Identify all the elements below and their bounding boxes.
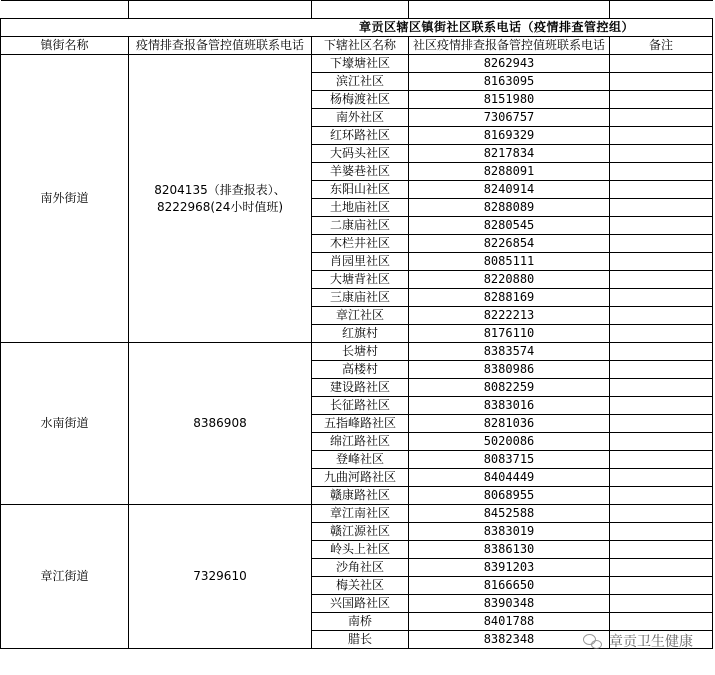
- page-title[interactable]: 章贡区辖区镇街社区联系电话（疫情排查管控组）: [1, 19, 713, 37]
- community-name-cell[interactable]: 赣康路社区: [312, 487, 409, 505]
- town-phone-line: 8222968(24小时值班): [156, 199, 284, 214]
- community-name-cell[interactable]: 高楼村: [312, 361, 409, 379]
- community-phone-cell[interactable]: 8383574: [409, 343, 610, 361]
- community-phone-cell[interactable]: 8281036: [409, 415, 610, 433]
- header-town[interactable]: 镇街名称: [1, 37, 129, 55]
- remark-cell[interactable]: [610, 199, 713, 217]
- community-phone-cell[interactable]: 8380986: [409, 361, 610, 379]
- community-phone-cell[interactable]: 8382348: [409, 631, 610, 649]
- remark-cell[interactable]: [610, 55, 713, 73]
- town-name-cell[interactable]: 南外街道: [1, 55, 129, 343]
- remark-cell[interactable]: [610, 361, 713, 379]
- community-phone-cell[interactable]: 8082259: [409, 379, 610, 397]
- remark-cell[interactable]: [610, 127, 713, 145]
- community-phone-cell[interactable]: 8262943: [409, 55, 610, 73]
- community-name-cell[interactable]: 绵江路社区: [312, 433, 409, 451]
- remark-cell[interactable]: [610, 415, 713, 433]
- remark-cell[interactable]: [610, 523, 713, 541]
- community-name-cell[interactable]: 沙角社区: [312, 559, 409, 577]
- town-phone-cell[interactable]: [129, 505, 312, 649]
- community-name-cell[interactable]: 章江南社区: [312, 505, 409, 523]
- remark-cell[interactable]: [610, 505, 713, 523]
- community-name-cell[interactable]: 红旗村: [312, 325, 409, 343]
- community-phone-cell[interactable]: 8217834: [409, 145, 610, 163]
- community-name-cell[interactable]: 杨梅渡社区: [312, 91, 409, 109]
- community-name-cell[interactable]: 长征路社区: [312, 397, 409, 415]
- community-phone-cell[interactable]: 5020086: [409, 433, 610, 451]
- remark-cell[interactable]: [610, 595, 713, 613]
- community-name-cell[interactable]: 木栏井社区: [312, 235, 409, 253]
- community-phone-cell[interactable]: 8280545: [409, 217, 610, 235]
- community-name-cell[interactable]: 大码头社区: [312, 145, 409, 163]
- town-phone-cell[interactable]: [129, 343, 312, 505]
- community-name-cell[interactable]: 登峰社区: [312, 451, 409, 469]
- community-name-cell[interactable]: 梅关社区: [312, 577, 409, 595]
- town-name-cell[interactable]: 水南街道: [1, 343, 129, 505]
- community-name-cell[interactable]: 滨江社区: [312, 73, 409, 91]
- town-phone-line: 7329610: [193, 569, 247, 583]
- remark-cell[interactable]: [610, 217, 713, 235]
- community-name-cell[interactable]: 南外社区: [312, 109, 409, 127]
- title-row: [1, 19, 713, 37]
- remark-cell[interactable]: [610, 343, 713, 361]
- community-name-cell[interactable]: 红环路社区: [312, 127, 409, 145]
- top-border-row: [1, 1, 713, 19]
- community-phone-cell[interactable]: 8226854: [409, 235, 610, 253]
- remark-cell[interactable]: [610, 325, 713, 343]
- town-name-cell[interactable]: 章江街道: [1, 505, 129, 649]
- community-name-cell[interactable]: 兴国路社区: [312, 595, 409, 613]
- wechat-icon: [583, 633, 603, 649]
- community-phone-cell[interactable]: 8176110: [409, 325, 610, 343]
- community-phone-cell[interactable]: 8288169: [409, 289, 610, 307]
- remark-cell[interactable]: [610, 109, 713, 127]
- remark-cell[interactable]: [610, 73, 713, 91]
- remark-cell[interactable]: [610, 541, 713, 559]
- table-row: [1, 505, 713, 523]
- remark-cell[interactable]: [610, 253, 713, 271]
- community-name-cell[interactable]: 下壕塘社区: [312, 55, 409, 73]
- community-phone-cell[interactable]: 7306757: [409, 109, 610, 127]
- remark-cell[interactable]: [610, 271, 713, 289]
- community-name-cell[interactable]: 长塘村: [312, 343, 409, 361]
- remark-cell[interactable]: [610, 307, 713, 325]
- remark-cell[interactable]: [610, 145, 713, 163]
- watermark: [583, 631, 693, 651]
- community-name-cell[interactable]: 章江社区: [312, 307, 409, 325]
- community-phone-cell[interactable]: 8169329: [409, 127, 610, 145]
- community-phone-cell[interactable]: 8383019: [409, 523, 610, 541]
- community-phone-cell[interactable]: 8452588: [409, 505, 610, 523]
- community-name-cell[interactable]: 腊长: [312, 631, 409, 649]
- town-phone-line: 8386908: [193, 416, 247, 430]
- remark-cell[interactable]: [610, 235, 713, 253]
- community-phone-cell[interactable]: 8390348: [409, 595, 610, 613]
- remark-cell[interactable]: [610, 181, 713, 199]
- header-community[interactable]: 下辖社区名称: [312, 37, 409, 55]
- community-phone-cell[interactable]: 8083715: [409, 451, 610, 469]
- remark-cell[interactable]: [610, 577, 713, 595]
- community-phone-cell[interactable]: 8166650: [409, 577, 610, 595]
- community-phone-cell[interactable]: 8404449: [409, 469, 610, 487]
- header-remark[interactable]: 备注: [610, 37, 713, 55]
- community-name-cell[interactable]: 南桥: [312, 613, 409, 631]
- community-phone-cell[interactable]: 8288089: [409, 199, 610, 217]
- community-name-cell[interactable]: 赣江源社区: [312, 523, 409, 541]
- table-row: [1, 55, 713, 73]
- community-name-cell[interactable]: 肖园里社区: [312, 253, 409, 271]
- community-name-cell[interactable]: 五指峰路社区: [312, 415, 409, 433]
- remark-cell[interactable]: [610, 91, 713, 109]
- community-name-cell[interactable]: 岭头上社区: [312, 541, 409, 559]
- community-name-cell[interactable]: 羊婆巷社区: [312, 163, 409, 181]
- community-phone-cell[interactable]: 8220880: [409, 271, 610, 289]
- community-phone-cell[interactable]: 8240914: [409, 181, 610, 199]
- community-phone-cell[interactable]: 8068955: [409, 487, 610, 505]
- community-phone-cell[interactable]: 8383016: [409, 397, 610, 415]
- remark-cell[interactable]: [610, 469, 713, 487]
- community-name-cell[interactable]: 二康庙社区: [312, 217, 409, 235]
- watermark-text: 章贡卫生健康: [609, 634, 693, 650]
- remark-cell[interactable]: [610, 433, 713, 451]
- remark-cell[interactable]: [610, 163, 713, 181]
- header-row: [1, 37, 713, 55]
- remark-cell[interactable]: [610, 379, 713, 397]
- community-phone-cell[interactable]: 8222213: [409, 307, 610, 325]
- community-phone-cell[interactable]: 8401788: [409, 613, 610, 631]
- town-phone-line: 8204135（排查报表）、: [154, 182, 286, 197]
- town-phone-cell[interactable]: [129, 55, 312, 343]
- community-name-cell[interactable]: 三康庙社区: [312, 289, 409, 307]
- community-phone-cell[interactable]: 8391203: [409, 559, 610, 577]
- header-community-phone[interactable]: 社区疫情排查报备管控值班联系电话: [409, 37, 610, 55]
- community-phone-cell[interactable]: 8386130: [409, 541, 610, 559]
- community-phone-cell[interactable]: 8288091: [409, 163, 610, 181]
- community-name-cell[interactable]: 建设路社区: [312, 379, 409, 397]
- community-phone-cell[interactable]: 8085111: [409, 253, 610, 271]
- remark-cell[interactable]: [610, 397, 713, 415]
- community-phone-cell[interactable]: 8163095: [409, 73, 610, 91]
- community-name-cell[interactable]: 大塘背社区: [312, 271, 409, 289]
- remark-cell[interactable]: [610, 613, 713, 631]
- remark-cell[interactable]: [610, 559, 713, 577]
- header-town-phone[interactable]: 疫情排查报备管控值班联系电话: [129, 37, 312, 55]
- community-phone-cell[interactable]: 8151980: [409, 91, 610, 109]
- remark-cell[interactable]: [610, 487, 713, 505]
- table-row: [1, 343, 713, 361]
- community-name-cell[interactable]: 九曲河路社区: [312, 469, 409, 487]
- community-name-cell[interactable]: 土地庙社区: [312, 199, 409, 217]
- remark-cell[interactable]: [610, 451, 713, 469]
- community-name-cell[interactable]: 东阳山社区: [312, 181, 409, 199]
- remark-cell[interactable]: [610, 289, 713, 307]
